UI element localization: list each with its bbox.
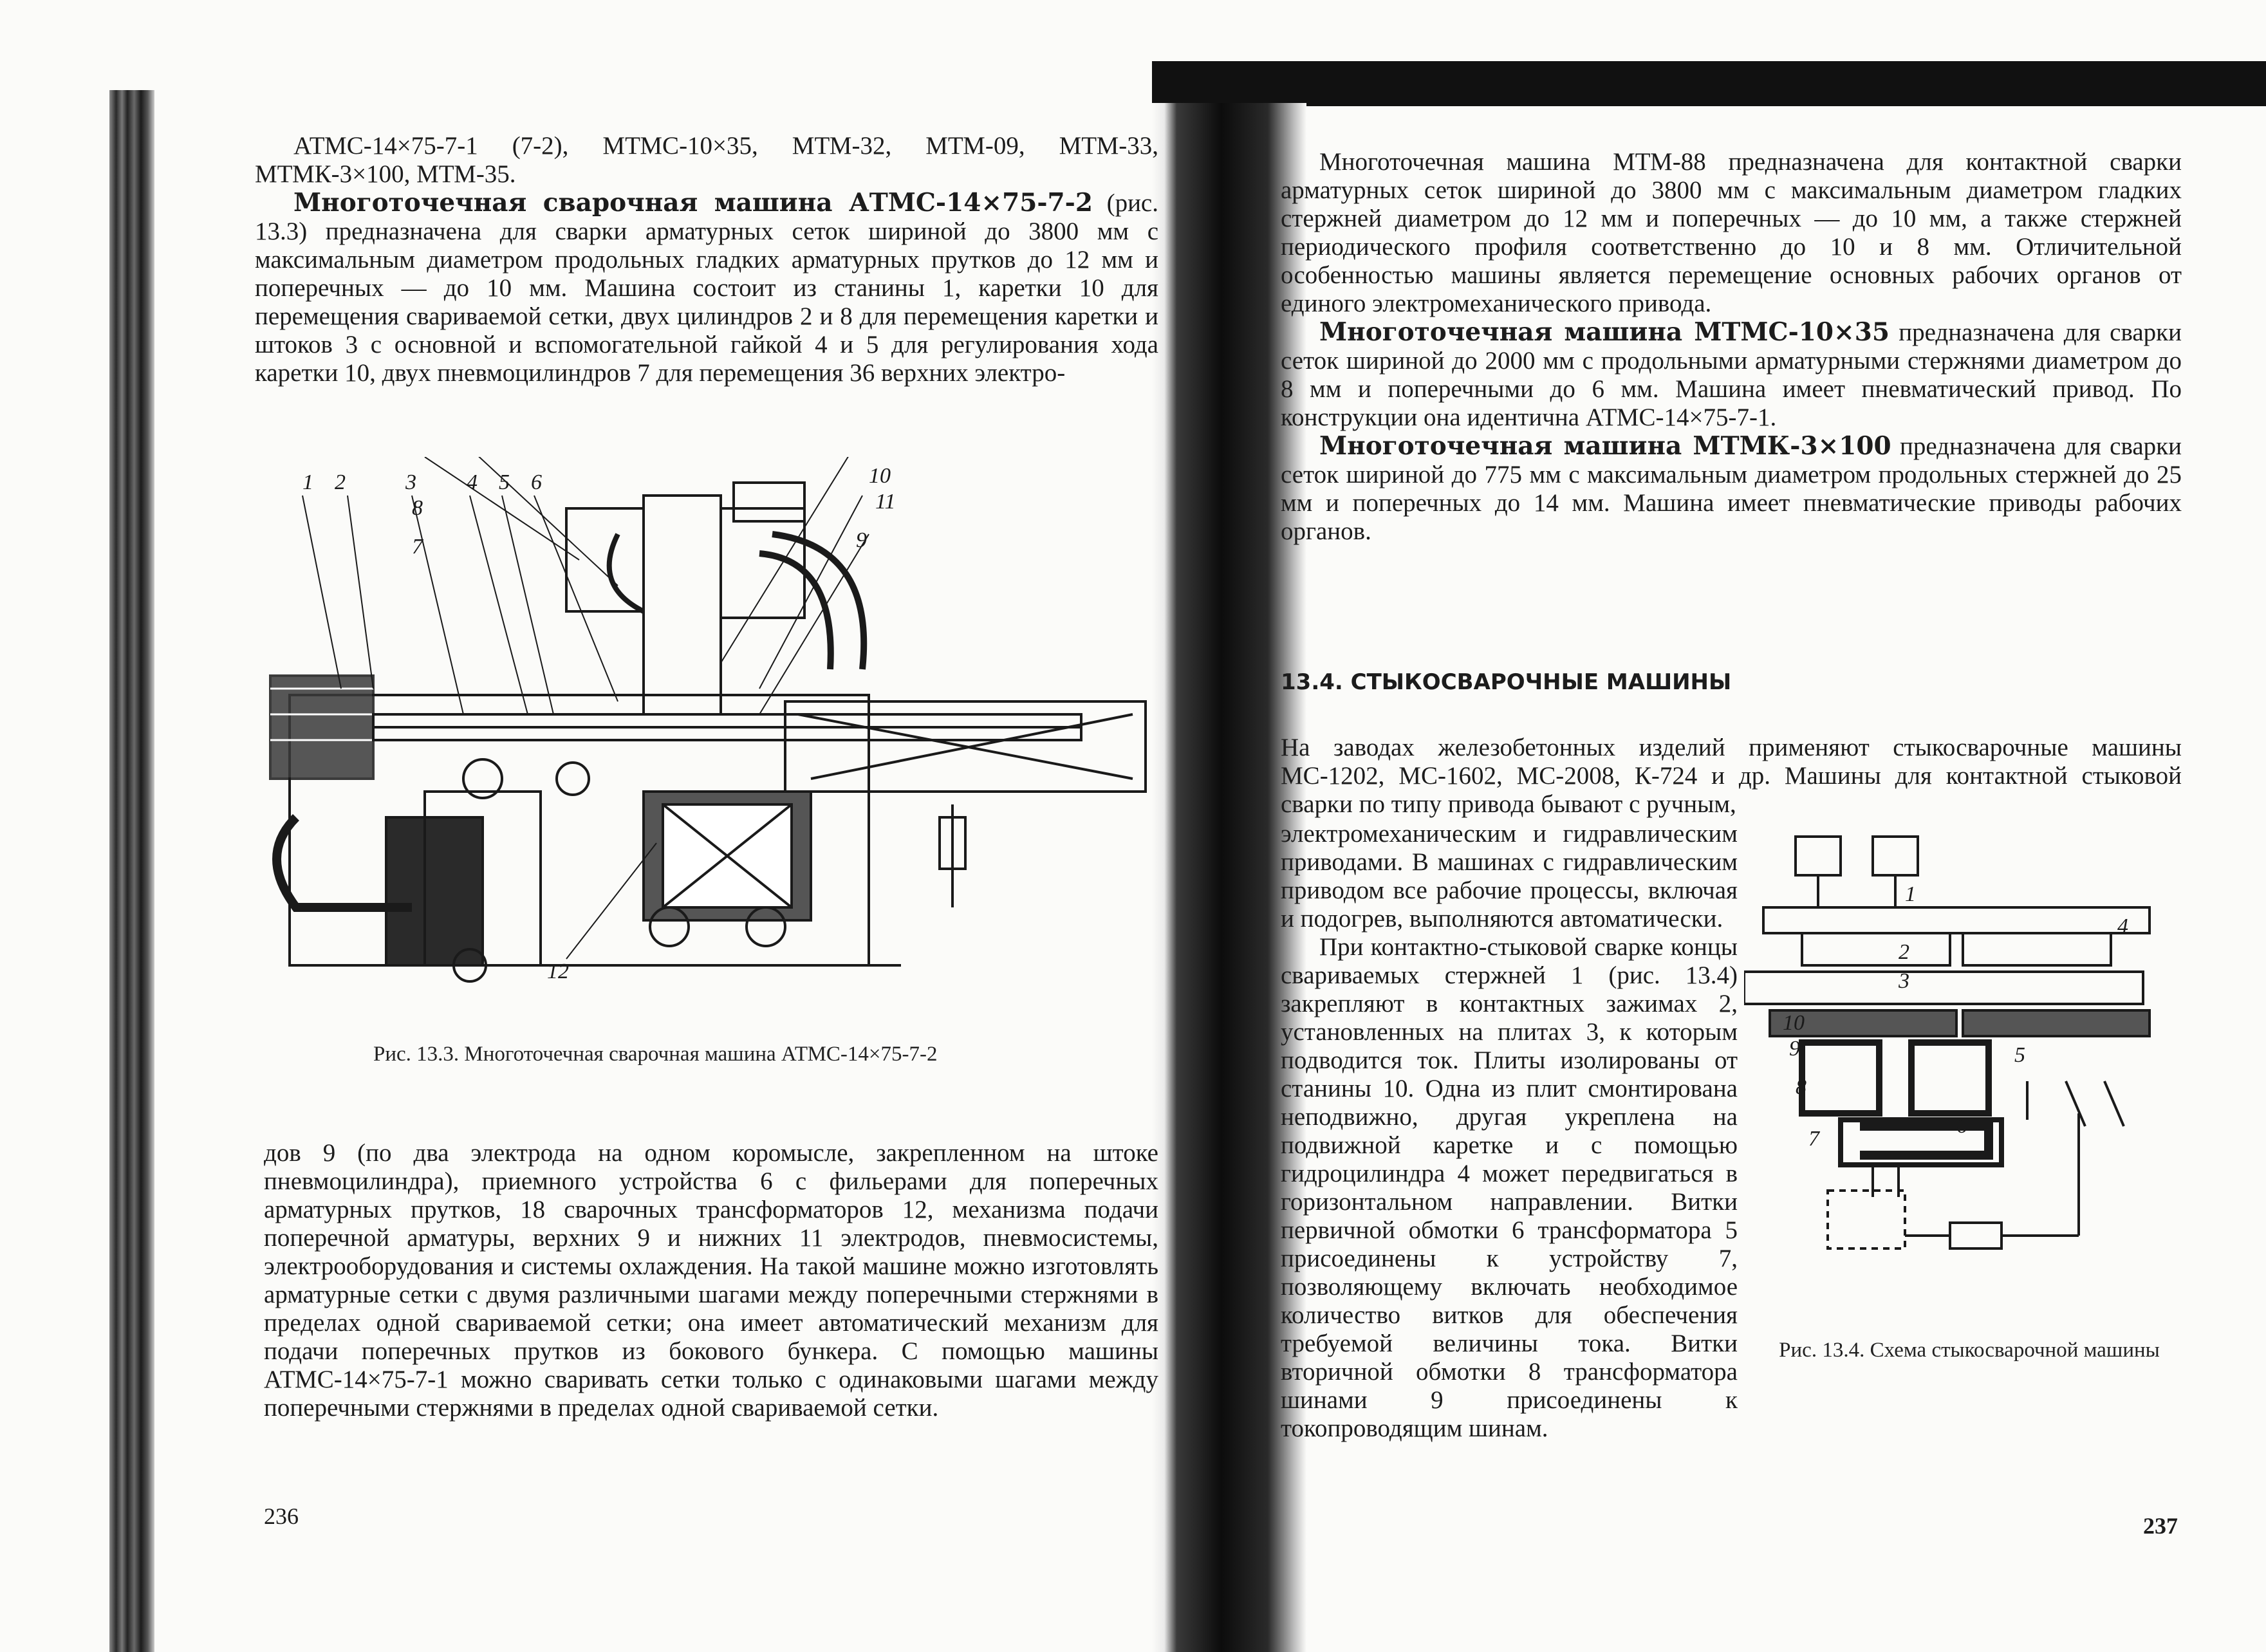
fig-13-3-label-4: 4 xyxy=(467,470,478,494)
fig-13-3-label-11: 11 xyxy=(875,490,896,514)
fig-13-3-label-10: 10 xyxy=(869,464,891,488)
right-wrapped-text xyxy=(1281,820,1738,1443)
right-para-3-rest: предназначена для сварки сеток шириной до 775 мм с максимальным диаметром продольных стержней до 25 мм и поперечных до 14 мм. Машина имеет пневматические приводы рабочих органов. xyxy=(1281,432,2182,545)
right-para-4-cont: электромеханическим и гидравлическим приводами. В машинах с гидравлическим приводом все рабочие процессы, включая и подогрев, выполняются автоматически. xyxy=(1281,820,1738,933)
page-number-left: 236 xyxy=(264,1503,299,1529)
figure-13-4-caption: Рис. 13.4. Схема стыкосварочной машины xyxy=(1779,1339,2160,1362)
fig-13-3-label-3: 3 xyxy=(405,470,416,494)
fig-13-4-label-10: 10 xyxy=(1783,1011,1805,1035)
left-page xyxy=(193,97,1197,1641)
scan-edge-left xyxy=(109,90,154,1652)
fig-13-4-label-1: 1 xyxy=(1905,882,1916,906)
right-para-3-bold: Многоточечная машина МТМК-3×100 xyxy=(1319,431,1891,461)
page-number-right: 237 xyxy=(2143,1513,2178,1539)
fig-13-3-label-6: 6 xyxy=(531,470,542,494)
left-para-1: АТМС-14×75-7-1 (7-2), МТМС-10×35, МТМ-32, МТМ-09, МТМ-33, МТМК-3×100, МТМ-35. xyxy=(255,132,1158,188)
left-para-2-rest: (рис. 13.3) предназначена для сварки арматурных сеток шириной до 3800 мм с максимальным диаметром продольных гладких арматурных прутков до 12 мм и поперечных — до 10 мм. Машина состоит из станины 1, каретки 10 для перемещения свариваемой сетки, двух цилиндров 2 и 8 для перемещения каретки и штоков 3 с основной и вспомогательной гайкой 4 и 5 для регулирования хода каретки 10, двух пневмоцилиндров 7 для перемещения 36 верхних электро- xyxy=(255,189,1158,387)
right-para-3 xyxy=(1281,432,2182,546)
fig-13-4-label-8: 8 xyxy=(1796,1075,1806,1099)
right-para-4-block xyxy=(1281,734,2182,819)
left-para-3: дов 9 (по два электрода на одном коромысле, закрепленном на штоке пневмоцилиндра), приемного устройства 6 с фильерами для поперечных арматурных прутков, 18 сварочных трансформаторов 12, механизма подачи поперечной арматуры, верхних 9 и нижних 11 электродов, пневмосистемы, электрооборудования и системы охлаждения. На такой машине можно изготовлять арматурные сетки с двумя различными шагами между поперечными стержнями в пределах одной свариваемой сетки; она имеет автоматический механизм для подачи поперечных прутков из бокового бункера. С помощью машины АТМС-14×75-7-1 можно сваривать сетки только с одинаковыми шагами между поперечными стержнями в пределах одной свариваемой сетки. xyxy=(264,1139,1158,1422)
fig-13-4-label-3: 3 xyxy=(1899,969,1909,993)
right-para-1: Многоточечная машина МТМ-88 предназначена для контактной сварки арматурных сеток шириной до 3800 мм с максимальным диаметром гладких стержней диаметром до 12 мм и поперечных — до 10 мм, а также стержней периодического профиля соответственно до 10 и 8 мм. Отличительной особенностью машины является перемещение основных рабочих органов от единого электромеханического привода. xyxy=(1281,148,2182,317)
fig-13-3-label-9: 9 xyxy=(856,528,867,552)
fig-13-4-label-2: 2 xyxy=(1899,940,1909,964)
fig-13-4-label-6: 6 xyxy=(1956,1114,1967,1138)
left-para-2 xyxy=(255,189,1158,387)
figure-13-3-drawing xyxy=(257,457,1171,991)
fig-13-4-label-4: 4 xyxy=(2117,914,2128,938)
fig-13-4-label-7: 7 xyxy=(1808,1127,1819,1151)
left-para-2-bold: Многоточечная сварочная машина АТМС-14×75-7-2 xyxy=(293,188,1093,218)
figure-13-4-diagram xyxy=(1744,830,2182,1255)
right-para-4: На заводах железобетонных изделий применяют стыкосварочные машины МС-1202, МС-1602, МС-2008, К-724 и др. Машины для контактной стыковой сварки по типу привода бывают с ручным, xyxy=(1281,734,2182,818)
fig-13-3-label-1: 1 xyxy=(302,470,313,494)
section-heading: 13.4. СТЫКОСВАРОЧНЫЕ МАШИНЫ xyxy=(1281,669,1732,695)
fig-13-3-label-12: 12 xyxy=(547,960,569,983)
right-para-2-bold: Многоточечная машина МТМС-10×35 xyxy=(1319,317,1890,347)
fig-13-3-label-2: 2 xyxy=(335,470,346,494)
fig-13-3-label-8: 8 xyxy=(412,496,423,520)
right-para-2-rest: предназначена для сварки сеток шириной до 2000 мм с продольными арматурными стержнями диаметром до 8 мм и поперечными до 6 мм. Машина имеет пневматический привод. По конструкции она идентична АТМС-14×75-7-1. xyxy=(1281,319,2182,431)
fig-13-4-label-5: 5 xyxy=(2014,1043,2025,1067)
right-page xyxy=(1281,97,2195,1641)
figure-13-3-caption: Рис. 13.3. Многоточечная сварочная машина АТМС-14×75-7-2 xyxy=(373,1043,938,1066)
fig-13-3-label-7: 7 xyxy=(412,535,423,559)
right-top-text xyxy=(1281,148,2182,546)
fig-13-3-label-5: 5 xyxy=(499,470,510,494)
left-top-text xyxy=(255,132,1158,387)
left-bottom-text xyxy=(264,1139,1158,1422)
fig-13-4-label-9: 9 xyxy=(1789,1037,1800,1061)
right-para-5: При контактно-стыковой сварке концы свариваемых стержней 1 (рис. 13.4) закрепляют в контактных зажимах 2, установленных на плитах 3, к которым подводится ток. Плиты изолированы от станины 10. Одна из плит смонтирована неподвижно, другая укреплена на подвижной каретке и с помощью гидроцилиндра 4 может передвигаться в горизонтальном направлении. Витки первичной обмотки 6 трансформатора 5 присоединены к устройству 7, позволяющему включать необходимое количество витков для обеспечения требуемой величины тока. Витки вторичной обмотки 8 трансформатора шинами 9 присоединены к токопроводящим шинам. xyxy=(1281,933,1738,1442)
right-para-2 xyxy=(1281,318,2182,432)
